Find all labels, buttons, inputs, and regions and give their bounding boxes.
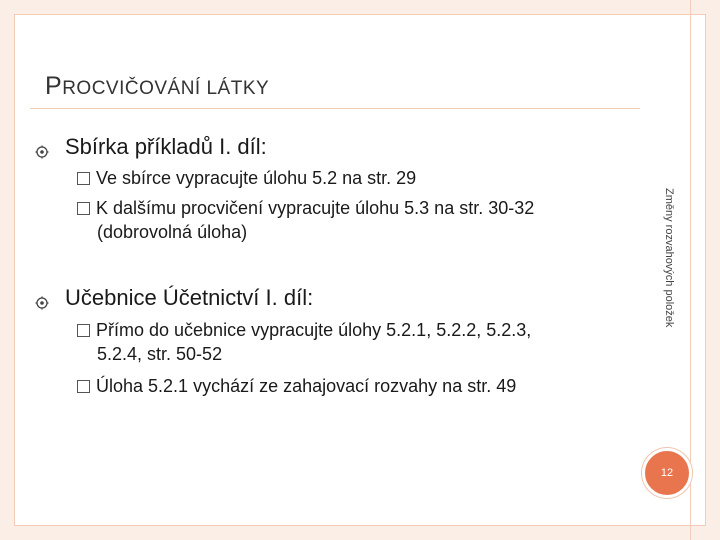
list-item-text: K dalšímu procvičení vypracujte úlohu 5.3 na str. 30-32 — [96, 198, 535, 218]
list-item-text: Přímo do učebnice vypracujte úlohy 5.2.1, 5.2.2, 5.2.3, — [96, 320, 532, 340]
list-item — [77, 197, 534, 219]
list-item — [77, 167, 416, 189]
list-item-continuation: 5.2.4, str. 50-52 — [97, 344, 223, 364]
list-item-text: Úloha 5.2.1 vychází ze zahajovací rozvahy na str. 49 — [96, 376, 517, 396]
checkbox-bullet-icon — [77, 172, 90, 185]
section-heading-text: Sbírka příkladů I. díl: — [65, 134, 267, 159]
section-heading-ucebnice — [65, 285, 313, 311]
side-topic-label: Změny rozvahových položek — [663, 188, 675, 328]
title-divider — [30, 108, 640, 109]
bullet-icon — [35, 290, 49, 316]
page-number-badge: 12 — [642, 448, 692, 498]
checkbox-bullet-icon — [77, 380, 90, 393]
list-item-continuation: (dobrovolná úloha) — [97, 222, 248, 242]
list-item — [77, 375, 516, 397]
checkbox-bullet-icon — [77, 202, 90, 215]
bullet-icon — [35, 139, 49, 165]
side-divider — [690, 0, 691, 540]
section-heading-sbirka — [65, 134, 267, 160]
checkbox-bullet-icon — [77, 324, 90, 337]
list-item-text: Ve sbírce vypracujte úlohu 5.2 na str. 29 — [96, 168, 417, 188]
list-item — [77, 319, 531, 341]
section-heading-text: Učebnice Účetnictví I. díl: — [65, 285, 314, 310]
title-initial: P — [45, 72, 63, 100]
title-rest: ROCVIČOVÁNÍ LÁTKY — [62, 78, 270, 99]
slide-title — [45, 72, 269, 101]
